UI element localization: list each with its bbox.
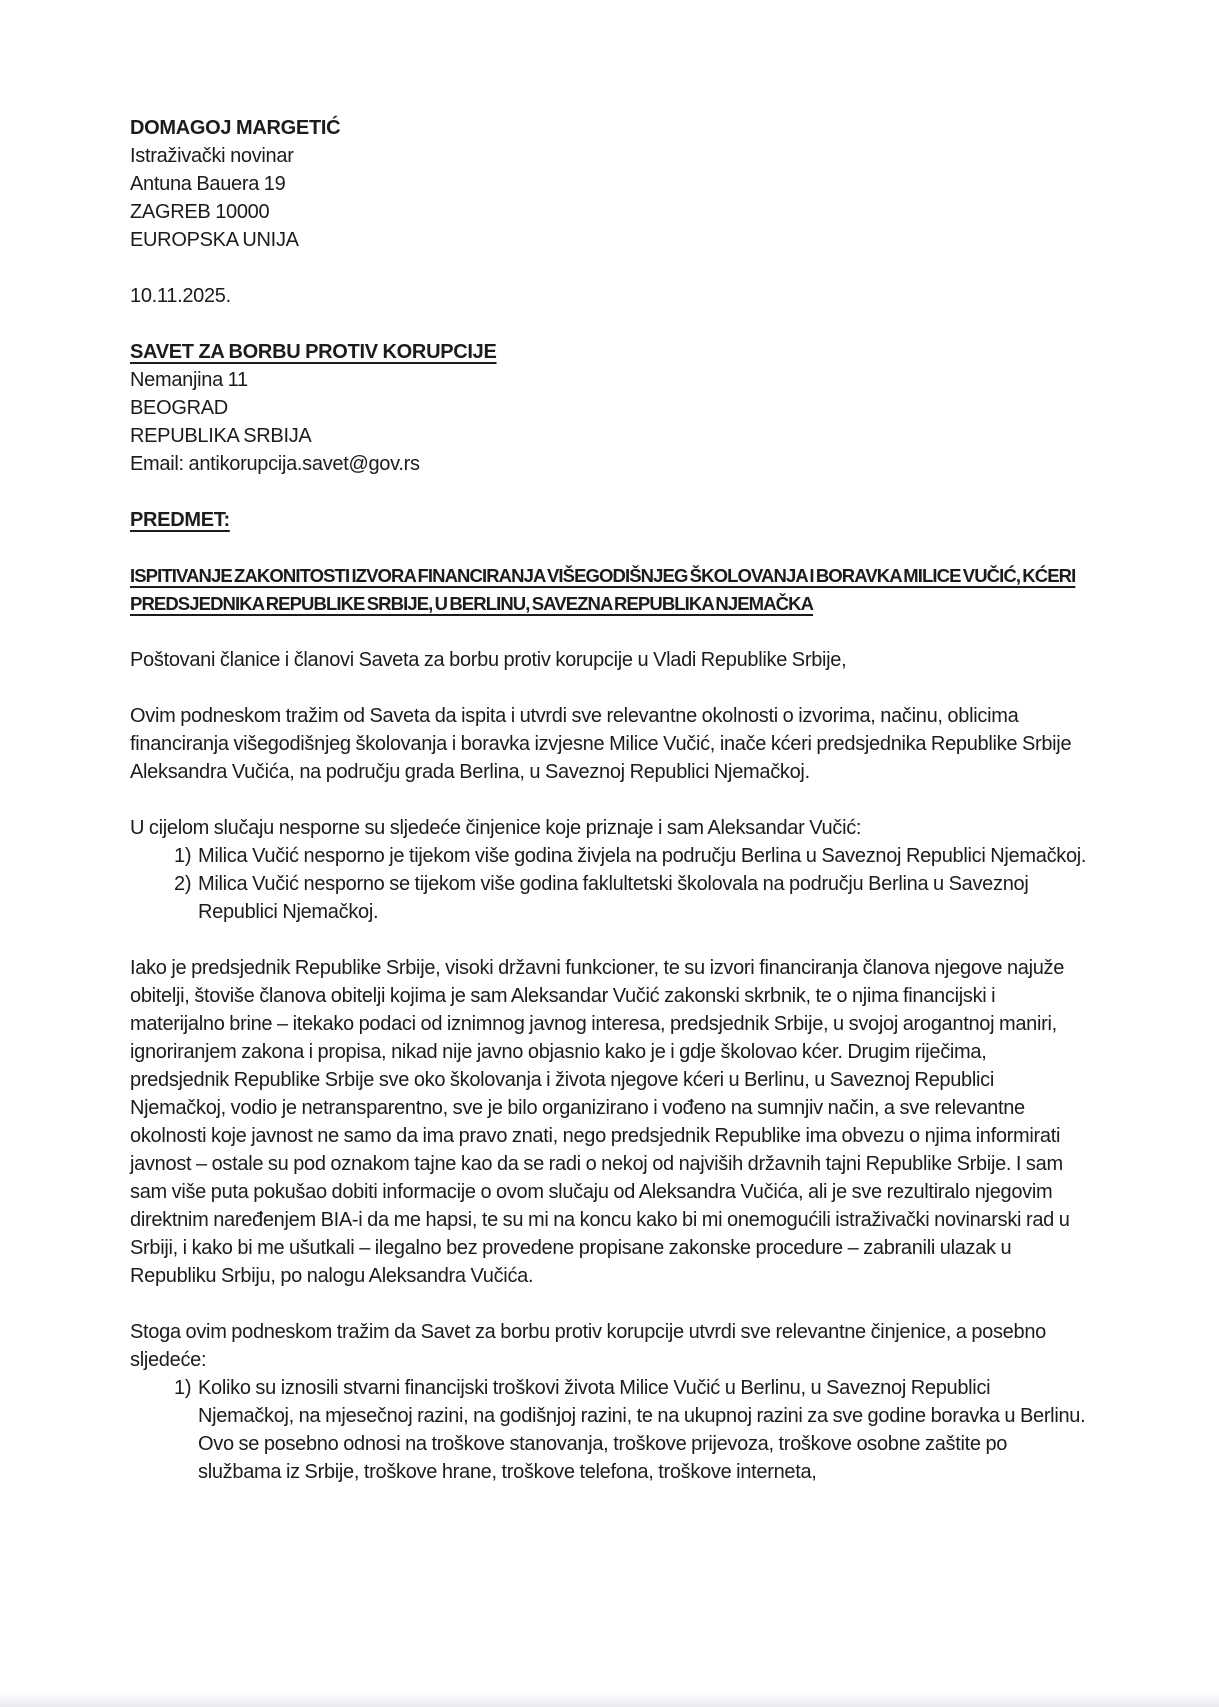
sender-city: ZAGREB 10000 xyxy=(130,201,270,223)
letter-content xyxy=(130,114,1088,1486)
sender-name: DOMAGOJ MARGETIĆ xyxy=(130,117,341,139)
sender-region: EUROPSKA UNIJA xyxy=(130,229,299,251)
salutation: Poštovani članice i članovi Saveta za borbu protiv korupcije u Vladi Republike Srbije, xyxy=(130,649,847,671)
recipient-city: BEOGRAD xyxy=(130,397,228,419)
subject-label: PREDMET: xyxy=(130,509,230,531)
requests-section xyxy=(130,1318,1088,1486)
subject-heading: ISPITIVANJE ZAKONITOSTI IZVORA FINANCIRANJA VIŠEGODIŠNJEG ŠKOLOVANJA I BORAVKA MILICE VUČIĆ, KĆERI PREDSJEDNIKA REPUBLIKE SRBIJE, U BERLINU, SAVEZNA REPUBLIKA NJEMAČKA xyxy=(130,565,1076,614)
request-item: Koliko su iznosili stvarni financijski troškovi života Milice Vučić u Berlinu, u Saveznoj Republici Njemačkoj, na mjesečnoj razini, na godišnjoj razini, te na ukupnoj razini za sve godine boravka u Berlinu. Ovo se posebno odnosi na troškove stanovanja, troškove prijevoza, troškove osobne zaštite po službama iz Srbije, troškove hrane, troškove telefona, troškove interneta, xyxy=(198,1377,1086,1483)
recipient-block xyxy=(130,338,1088,478)
sender-role: Istraživački novinar xyxy=(130,145,294,167)
letter-date: 10.11.2025. xyxy=(130,285,231,307)
recipient-email: Email: antikorupcija.savet@gov.rs xyxy=(130,453,420,475)
paragraph-request: Ovim podneskom tražim od Saveta da ispita i utvrdi sve relevantne okolnosti o izvorima, načinu, oblicima financiranja višegodišnjeg školovanja i boravka izvjesne Milice Vučić, inače kćeri predsjednika Republike Srbije Aleksandra Vučića, na području grada Berlina, u Saveznoj Republici Njemačkoj. xyxy=(130,705,1072,783)
facts-section xyxy=(130,814,1088,926)
paragraph-background: Iako je predsjednik Republike Srbije, visoki državni funkcioner, te su izvori financiranja članova njegove najuže obitelji, štoviše članova obitelji kojima je sam Aleksandar Vučić zakonski skrbnik, te o njima financijski i materijalno brine – itekako podaci od iznimnog javnog interesa, predsjednik Srbije, u svojoj arogantnoj maniri, ignoriranjem zakona i propisa, nikad nije javno objasnio kako je i gdje školovao kćer. Drugim riječima, predsjednik Republike Srbije sve oko školovanja i života njegove kćeri u Berlinu, u Saveznoj Republici Njemačkoj, vodio je netransparentno, sve je bilo organizirano i vođeno na sumnjiv način, a sve relevantne okolnosti koje javnost ne samo da ima pravo znati, nego predsjednik Republike ima obvezu o njima informirati javnost – ostale su pod oznakom tajne kao da se radi o nekoj od najviših državnih tajni Republike Srbije. I sam sam više puta pokušao dobiti informacije o ovom slučaju od Aleksandra Vučića, ali je sve rezultiralo njegovim direktnim naređenjem BIA-i da me hapsi, te su mi na koncu kako bi mi onemogućili istraživački novinarski rad u Srbiji, i kako bi me ušutkali – ilegalno bez provedene propisane zakonske procedure – zabranili ulazak u Republiku Srbiju, po nalogu Aleksandra Vučića. xyxy=(130,957,1070,1287)
requests-intro: Stoga ovim podneskom tražim da Savet za borbu protiv korupcije utvrdi sve relevantne činjenice, a posebno sljedeće: xyxy=(130,1321,1046,1371)
fact-item: Milica Vučić nesporno se tijekom više godina faklultetski školovala na području Berlina u Saveznoj Republici Njemačkoj. xyxy=(198,873,1029,923)
recipient-name: SAVET ZA BORBU PROTIV KORUPCIJE xyxy=(130,341,497,363)
recipient-street: Nemanjina 11 xyxy=(130,369,248,391)
sender-street: Antuna Bauera 19 xyxy=(130,173,286,195)
facts-intro: U cijelom slučaju nesporne su sljedeće činjenice koje priznaje i sam Aleksandar Vučić: xyxy=(130,817,862,839)
requests-list xyxy=(130,1374,1088,1486)
facts-list xyxy=(130,842,1088,926)
page-bottom-edge xyxy=(0,1693,1219,1707)
sender-block xyxy=(130,114,1088,254)
fact-item: Milica Vučić nesporno je tijekom više godina živjela na području Berlina u Saveznoj Republici Njemačkoj. xyxy=(198,845,1087,867)
recipient-country: REPUBLIKA SRBIJA xyxy=(130,425,312,447)
